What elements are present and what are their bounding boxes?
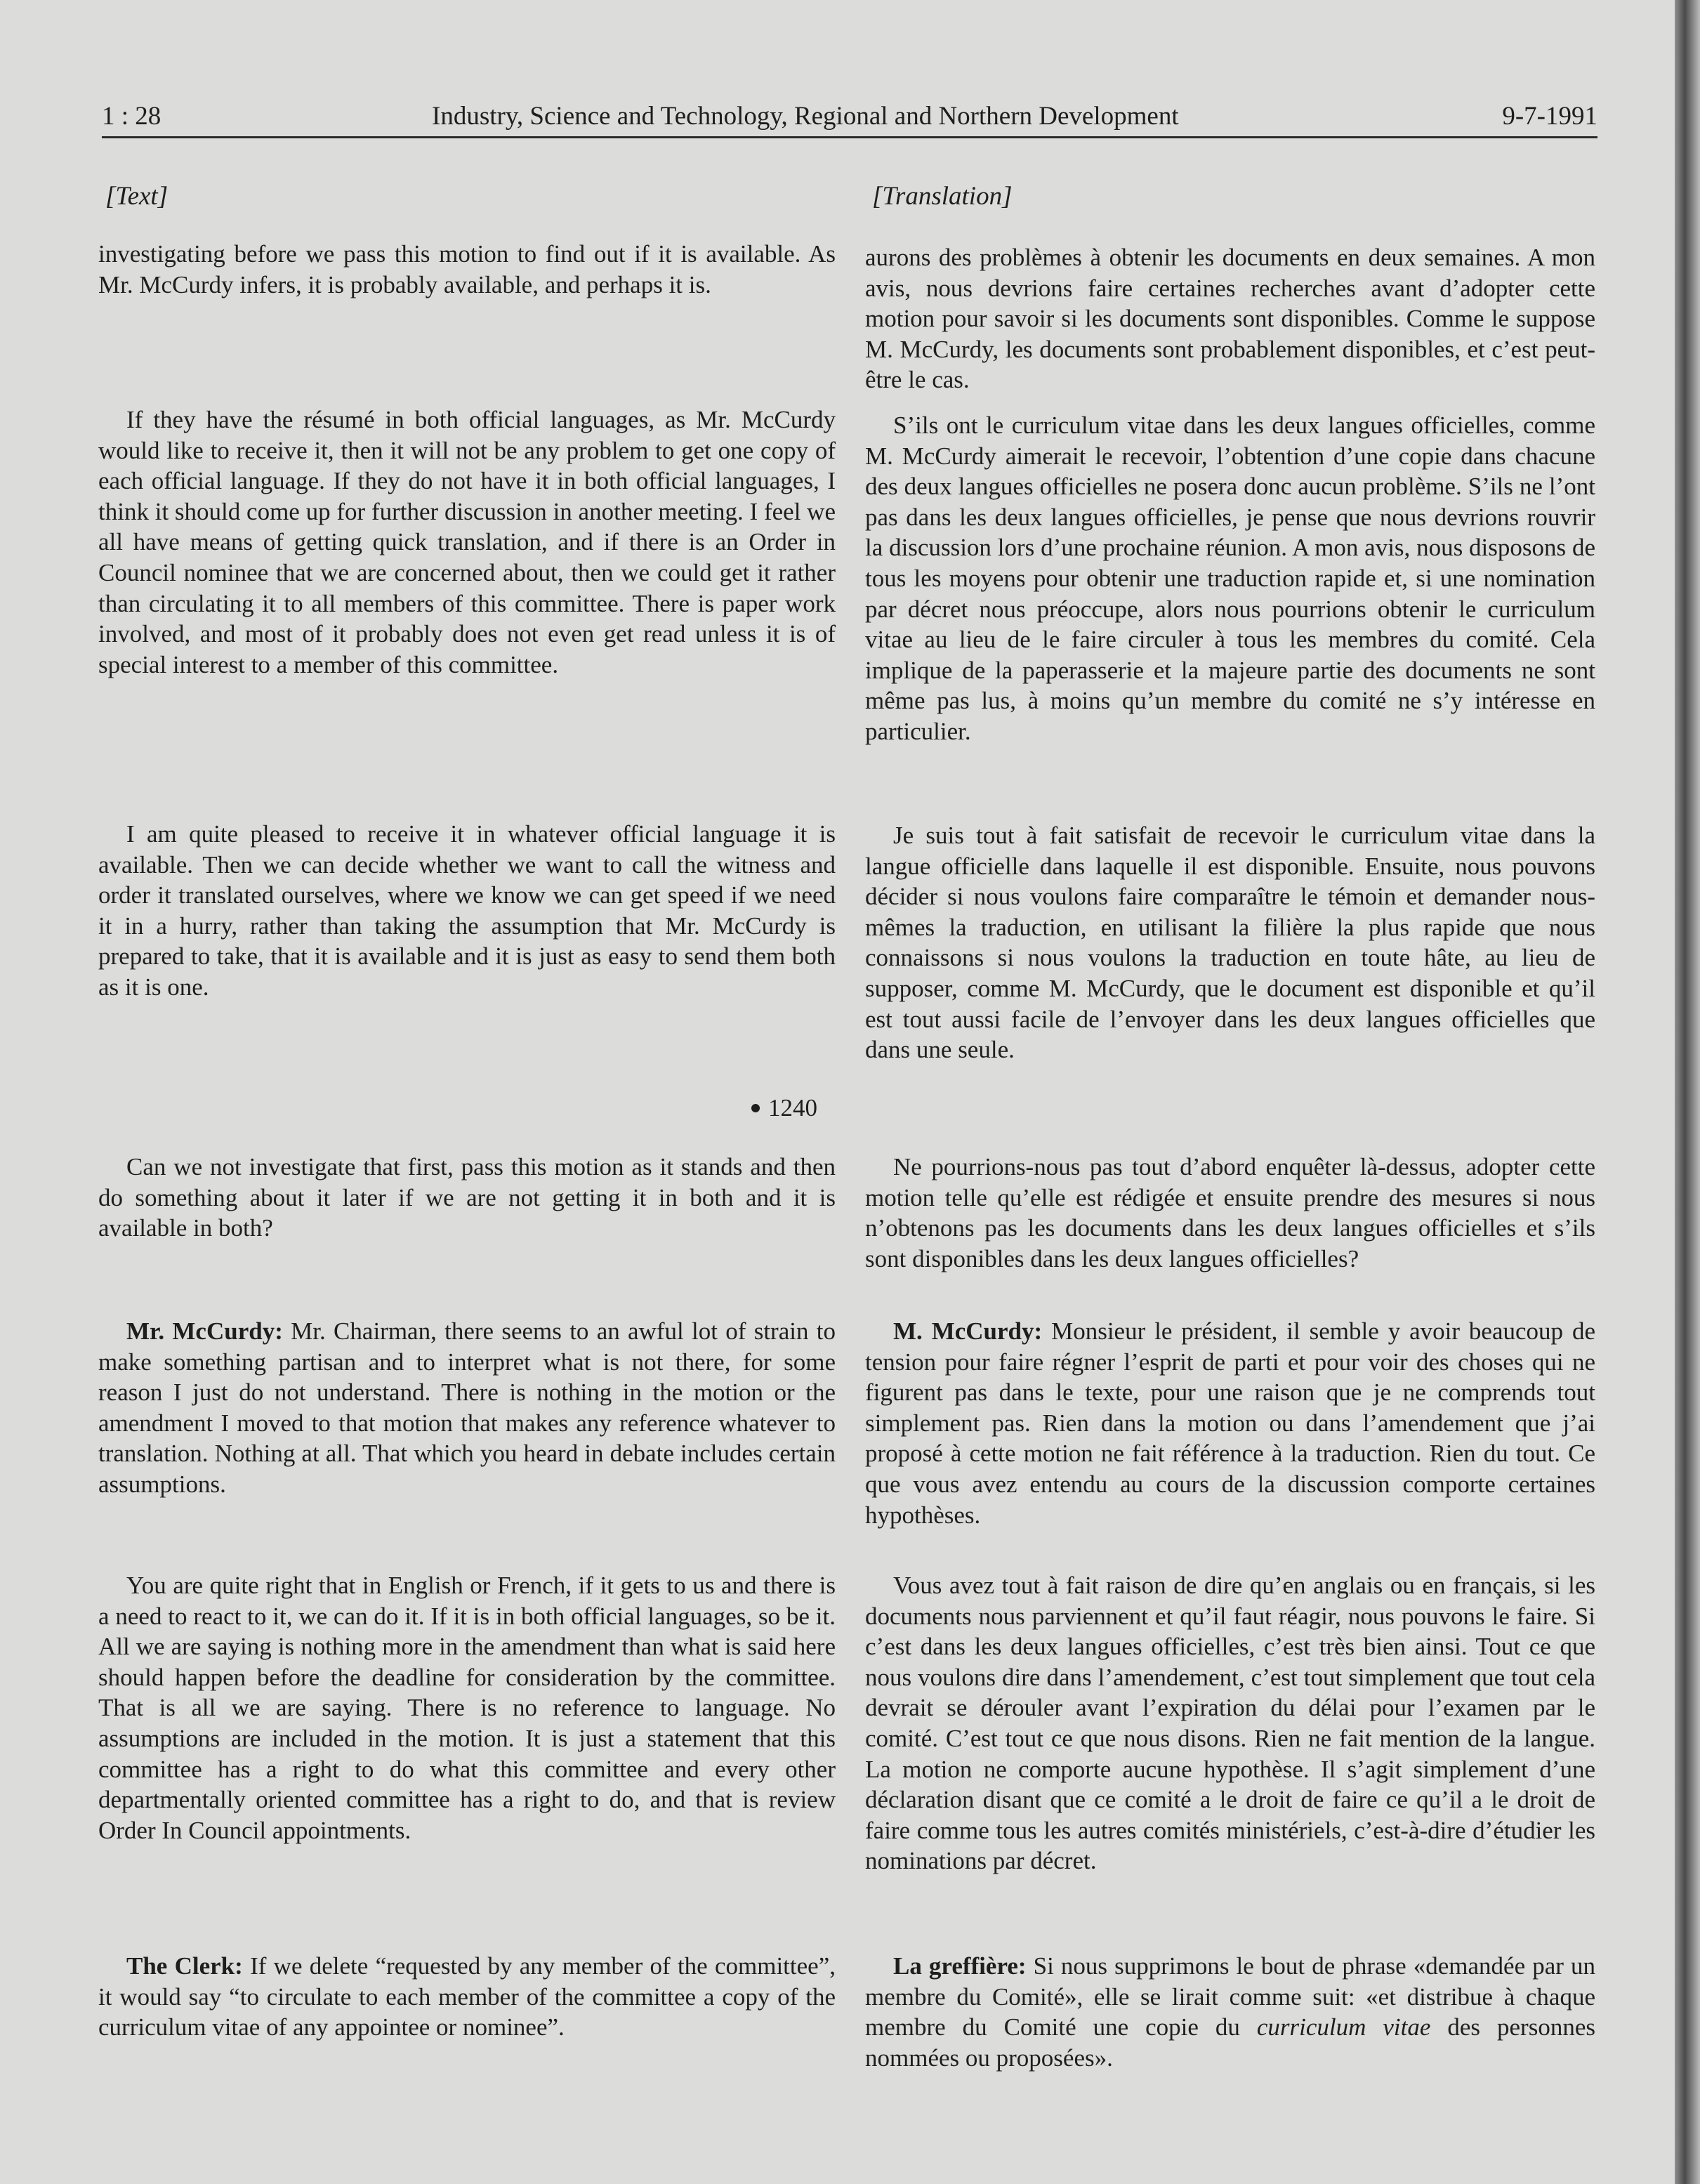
french-paragraph-7: La greffière: Si nous supprimons le bout de phrase «demandée par un membre du Comité», elle se lirait comme suit: «et distribue à chaque membre du Comité une copie du curriculum vitae des personnes nommées ou proposées». — [865, 1952, 1595, 2072]
english-paragraph-1: investigating before we pass this motion to find out if it is available. As Mr. McCurdy infers, it is probably available, and perhaps it is. — [98, 240, 836, 298]
speaker-name: La greffière: — [893, 1952, 1027, 1980]
bullet-icon — [751, 1104, 760, 1112]
italic-term: curriculum vitae — [1256, 2013, 1431, 2041]
english-paragraph-7: The Clerk: If we delete “requested by any member of the committee”, it would say “to circulate to each member of the committee a copy of the curriculum vitae of any appointee or nominee”. — [98, 1952, 836, 2041]
english-paragraph-5: Mr. McCurdy: Mr. Chairman, there seems to an awful lot of strain to make something partisan and to interpret what is not there, for some reason I just do not understand. There is nothing in the motion or the amendment I moved to that motion that makes any reference whatever to translation. Nothing at all. That which you heard in debate includes certain assumptions. — [98, 1317, 836, 1498]
english-paragraph-4: Can we not investigate that first, pass this motion as it stands and then do something about it later if we are not getting it in both and it is available in both? — [98, 1153, 836, 1242]
french-paragraph-4: Ne pourrions-nous pas tout d’abord enquêter là-dessus, adopter cette motion telle qu’elle est rédigée et ensuite prendre des mesures si nous n’obtenons pas les documents dans les deux langues officielles et s’ils sont disponibles dans les deux langues officielles? — [865, 1153, 1595, 1272]
page-binding-edge — [1675, 0, 1700, 2184]
french-paragraph-3: Je suis tout à fait satisfait de recevoir le curriculum vitae dans la langue officielle dans laquelle il est disponible. Ensuite, nous pouvons décider si nous voulons faire comparaître le témoin et demander nous-mêmes la traduction, en utilisant la filière la plus rapide que nous connaissons si nous voulons la traduction en toute hâte, au lieu de supposer, comme M. McCurdy, que le document est disponible et qu’il est tout aussi facile de l’envoyer dans les deux langues officielles que dans une seule. — [865, 822, 1595, 1064]
french-paragraph-1: aurons des problèmes à obtenir les documents en deux semaines. A mon avis, nous devrions faire certaines recherches avant d’adopter cette motion pour savoir si les documents sont disponibles. Comme le suppose M. McCurdy, les documents sont probablement disponibles, et c’est peut-être le cas. — [865, 244, 1595, 394]
speaker-name: The Clerk: — [126, 1952, 243, 1980]
time-marker: 1240 — [751, 1094, 817, 1122]
speaker-name: M. McCurdy: — [893, 1317, 1043, 1345]
french-paragraph-5: M. McCurdy: Monsieur le président, il semble y avoir beaucoup de tension pour faire régner l’esprit de parti et pour voir des choses qui ne figurent pas dans le texte, pour une raison que je ne comprends tout simplement pas. Rien dans la motion ou dans l’amendement que j’ai proposé à cette motion ne fait référence à la traduction. Rien du tout. Ce que vous avez entendu au cours de la discussion comporte certaines hypothèses. — [865, 1317, 1595, 1529]
speaker-name: Mr. McCurdy: — [126, 1317, 283, 1345]
english-paragraph-6: You are quite right that in English or French, if it gets to us and there is a need to react to it, we can do it. If it is in both official languages, so be it. All we are saying is nothing more in the amendment than what is said here should happen before the deadline for consideration by the committee. That is all we are saying. There is no reference to language. No assumptions are included in the motion. It is just a statement that this committee has a right to do what this committee and every other departmentally oriented committee has a right to do, and that is review Order In Council appointments. — [98, 1572, 836, 1844]
page-header — [102, 98, 1597, 138]
page-number: 1 : 28 — [102, 102, 162, 131]
french-paragraph-6: Vous avez tout à fait raison de dire qu’en anglais ou en français, si les documents nous parviennent et qu’il faut réagir, nous pouvons le faire. Si c’est dans les deux langues officielles, c’est très bien ainsi. Tout ce que nous voulons dire dans l’amendement, c’est tout simplement que tout cela devrait se dérouler avant l’expiration du délai pour l’examen par le comité. C’est tout ce que nous disons. Rien ne fait mention de la langue. La motion ne comporte aucune hypothèse. Il s’agit simplement d’une déclaration disant que ce comité a le droit de faire ce qu’il a le droit de faire comme tous les autres comités ministériels, c’est-à-dire d’étudier les nominations par décret. — [865, 1572, 1595, 1875]
french-paragraph-2: S’ils ont le curriculum vitae dans les deux langues officielles, comme M. McCurdy aimerait le recevoir, l’obtention d’une copie dans chacune des deux langues officielles ne posera donc aucun problème. S’ils ne l’ont pas dans les deux langues officielles, je pense que nous devrions rouvrir la discussion lors d’une prochaine réunion. A mon avis, nous disposons de tous les moyens pour obtenir une traduction rapide et, si une nomination par décret nous préoccupe, alors nous pourrions obtenir le curriculum vitae au lieu de le faire circuler à tous les membres du comité. Cela implique de la paperasserie et la majeure partie des documents ne sont même pas lus, à moins qu’un membre du comité ne s’y intéresse en particulier. — [865, 412, 1595, 745]
translation-column-label: [Translation] — [872, 182, 1013, 211]
text-column-label: [Text] — [105, 182, 169, 211]
english-paragraph-3: I am quite pleased to receive it in whatever official language it is available. Then we can decide whether we want to call the witness and order it translated ourselves, where we know we can get speed if we need it in a hurry, rather than taking the assumption that Mr. McCurdy is prepared to take, that it is available and it is just as easy to send them both as it is one. — [98, 820, 836, 1001]
running-title: Industry, Science and Technology, Regional and Northern Development — [432, 102, 1179, 131]
english-paragraph-2: If they have the résumé in both official languages, as Mr. McCurdy would like to receive it, then it will not be any problem to get one copy of each official language. If they do not have it in both official languages, I think it should come up for further discussion in another meeting. I feel we all have means of getting quick translation, and if there is an Order in Council nominee that we are concerned about, then we could get it rather than circulating it to all members of this committee. There is paper work involved, and most of it probably does not even get read unless it is of special interest to a member of this committee. — [98, 406, 836, 678]
header-date: 9-7-1991 — [1502, 102, 1597, 131]
